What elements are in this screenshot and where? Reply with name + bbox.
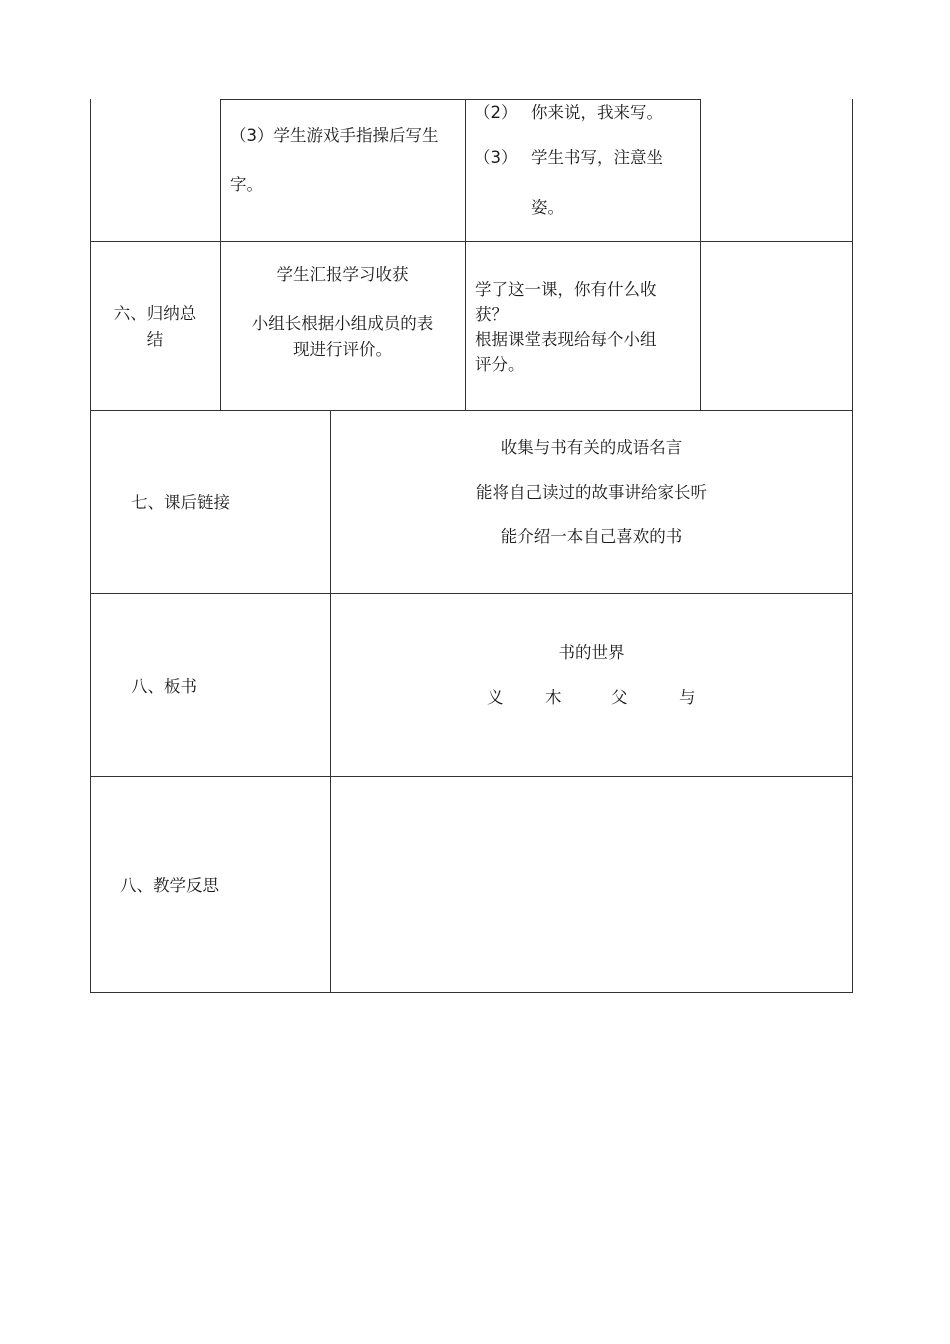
step-label: 七、课后链接 [131, 493, 230, 512]
column-divider [700, 99, 701, 410]
assignment-line: 能介绍一本自己喜欢的书 [500, 527, 683, 546]
activity-line-1: （3）学生游戏手指操后写生 [230, 126, 439, 145]
step-label: 六、归纳总 [113, 304, 197, 323]
row-divider [90, 241, 853, 242]
row-divider [90, 593, 853, 594]
activity-line: 小组长根据小组成员的表 [251, 314, 434, 333]
row-divider [90, 776, 853, 777]
board-char: 义 [487, 688, 504, 707]
board-char: 与 [679, 688, 696, 707]
board-char: 木 [545, 688, 562, 707]
step-label: 八、教学反思 [120, 876, 219, 895]
guidance-text: 你来说，我来写。 [531, 103, 663, 122]
row-divider [90, 410, 853, 411]
board-char: 父 [611, 688, 628, 707]
activity-line: 学生汇报学习收获 [276, 265, 409, 284]
row-divider [220, 99, 700, 100]
column-divider [220, 99, 221, 410]
step-label: 结 [146, 330, 164, 349]
step-label: 八、板书 [131, 677, 197, 696]
assignment-line: 能将自己读过的故事讲给家长听 [476, 483, 707, 502]
activity-line: 现进行评价。 [293, 340, 392, 359]
guidance-line: 获？ [475, 305, 508, 324]
guidance-num: （2） [474, 103, 518, 122]
activity-line-2: 字。 [230, 175, 263, 194]
guidance-line: 评分。 [475, 355, 525, 374]
board-title: 书的世界 [558, 643, 625, 662]
guidance-line: 学了这一课，你有什么收 [475, 280, 657, 299]
guidance-num: （3） [474, 148, 518, 167]
guidance-line: 根据课堂表现给每个小组 [475, 330, 657, 349]
guidance-text: 姿。 [531, 198, 564, 217]
assignment-line: 收集与书有关的成语名言 [500, 438, 683, 457]
column-divider [465, 99, 466, 410]
row-divider [90, 992, 853, 993]
table-left-border [90, 99, 91, 993]
guidance-text: 学生书写，注意坐 [531, 148, 663, 167]
